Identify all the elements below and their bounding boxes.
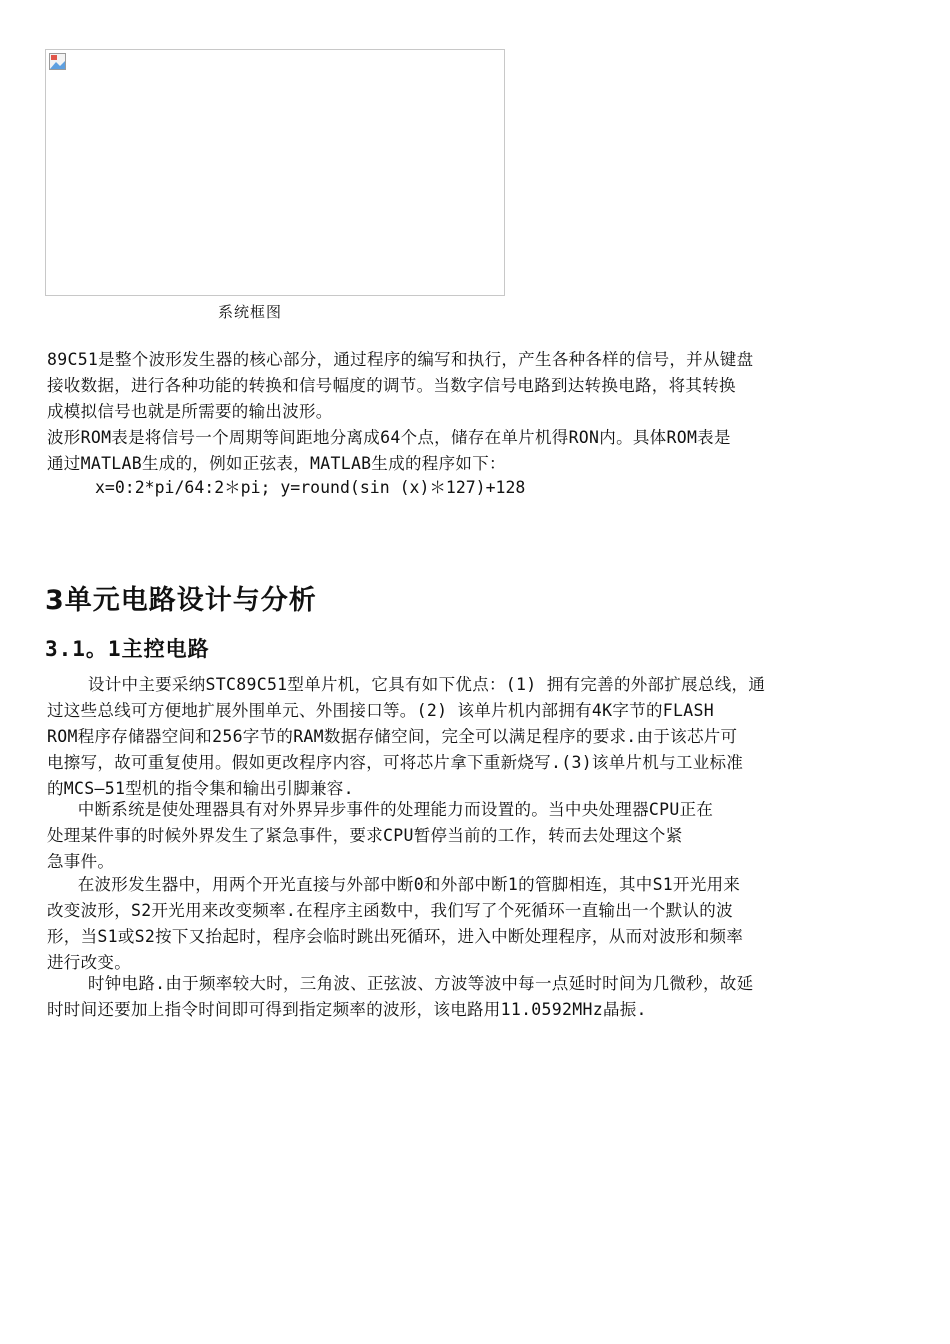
subsection-heading: 3.1。1主控电路 xyxy=(45,637,210,661)
figure-caption: 系统框图 xyxy=(217,303,282,321)
paragraph-clock xyxy=(47,971,905,1023)
paragraph-switches xyxy=(47,872,905,976)
text-line: 成模拟信号也就是所需要的输出波形。 xyxy=(47,402,333,421)
text-line: 波形ROM表是将信号一个周期等间距地分离成64个点，储存在单片机得RON内。具体ROM表是 xyxy=(47,428,731,447)
text-line: 急事件。 xyxy=(47,852,115,871)
text-line: 时时间还要加上指令时间即可得到指定频率的波形，该电路用11.0592MHz晶振. xyxy=(47,1000,647,1019)
text-line: 过这些总线可方便地扩展外围单元、外围接口等。(2) 该单片机内部拥有4K字节的FLASH xyxy=(47,701,714,720)
text-line: 中断系统是使处理器具有对外界异步事件的处理能力而设置的。当中央处理器CPU正在 xyxy=(47,800,714,819)
text-line: 设计中主要采纳STC89C51型单片机，它具有如下优点：(1) 拥有完善的外部扩展总线，通 xyxy=(47,675,766,694)
text-line: ROM程序存储器空间和256字节的RAM数据存储空间，完全可以满足程序的要求.由于该芯片可 xyxy=(47,727,738,746)
text-line: 时钟电路.由于频率较大时，三角波、正弦波、方波等波中每一点延时时间为几微秒，故延 xyxy=(47,974,754,993)
matlab-code-line: x=0:2*pi/64:2＊pi; y=round(sin (x)＊127)+128 xyxy=(95,478,526,497)
text-line: 在波形发生器中，用两个开光直接与外部中断0和外部中断1的管脚相连，其中S1开光用来 xyxy=(47,875,741,894)
text-line: 进行改变。 xyxy=(47,953,131,972)
text-line: 形，当S1或S2按下又抬起时，程序会临时跳出死循环，进入中断处理程序，从而对波形和频率 xyxy=(47,927,744,946)
figure-frame xyxy=(45,49,505,296)
broken-image-icon xyxy=(49,53,66,70)
text-line: 电擦写，故可重复使用。假如更改程序内容，可将芯片拿下重新烧写.(3)该单片机与工业标准 xyxy=(47,753,744,772)
text-line: 通过MATLAB生成的，例如正弦表，MATLAB生成的程序如下： xyxy=(47,454,506,473)
text-line: 处理某件事的时候外界发生了紧急事件，要求CPU暂停当前的工作，转而去处理这个紧 xyxy=(47,826,683,845)
paragraph-mcu xyxy=(47,672,905,802)
text-line: 的MCS—51型机的指令集和输出引脚兼容. xyxy=(47,779,354,798)
text-line: 89C51是整个波形发生器的核心部分，通过程序的编写和执行，产生各种各样的信号，并从键盘 xyxy=(47,350,754,369)
intro-paragraph xyxy=(47,347,905,477)
paragraph-interrupt xyxy=(47,797,905,875)
text-line: 改变波形，S2开光用来改变频率.在程序主函数中，我们写了个死循环一直输出一个默认的波 xyxy=(47,901,733,920)
text-line: 接收数据，进行各种功能的转换和信号幅度的调节。当数字信号电路到达转换电路，将其转换 xyxy=(47,376,736,395)
section-heading: 3单元电路设计与分析 xyxy=(45,585,317,616)
